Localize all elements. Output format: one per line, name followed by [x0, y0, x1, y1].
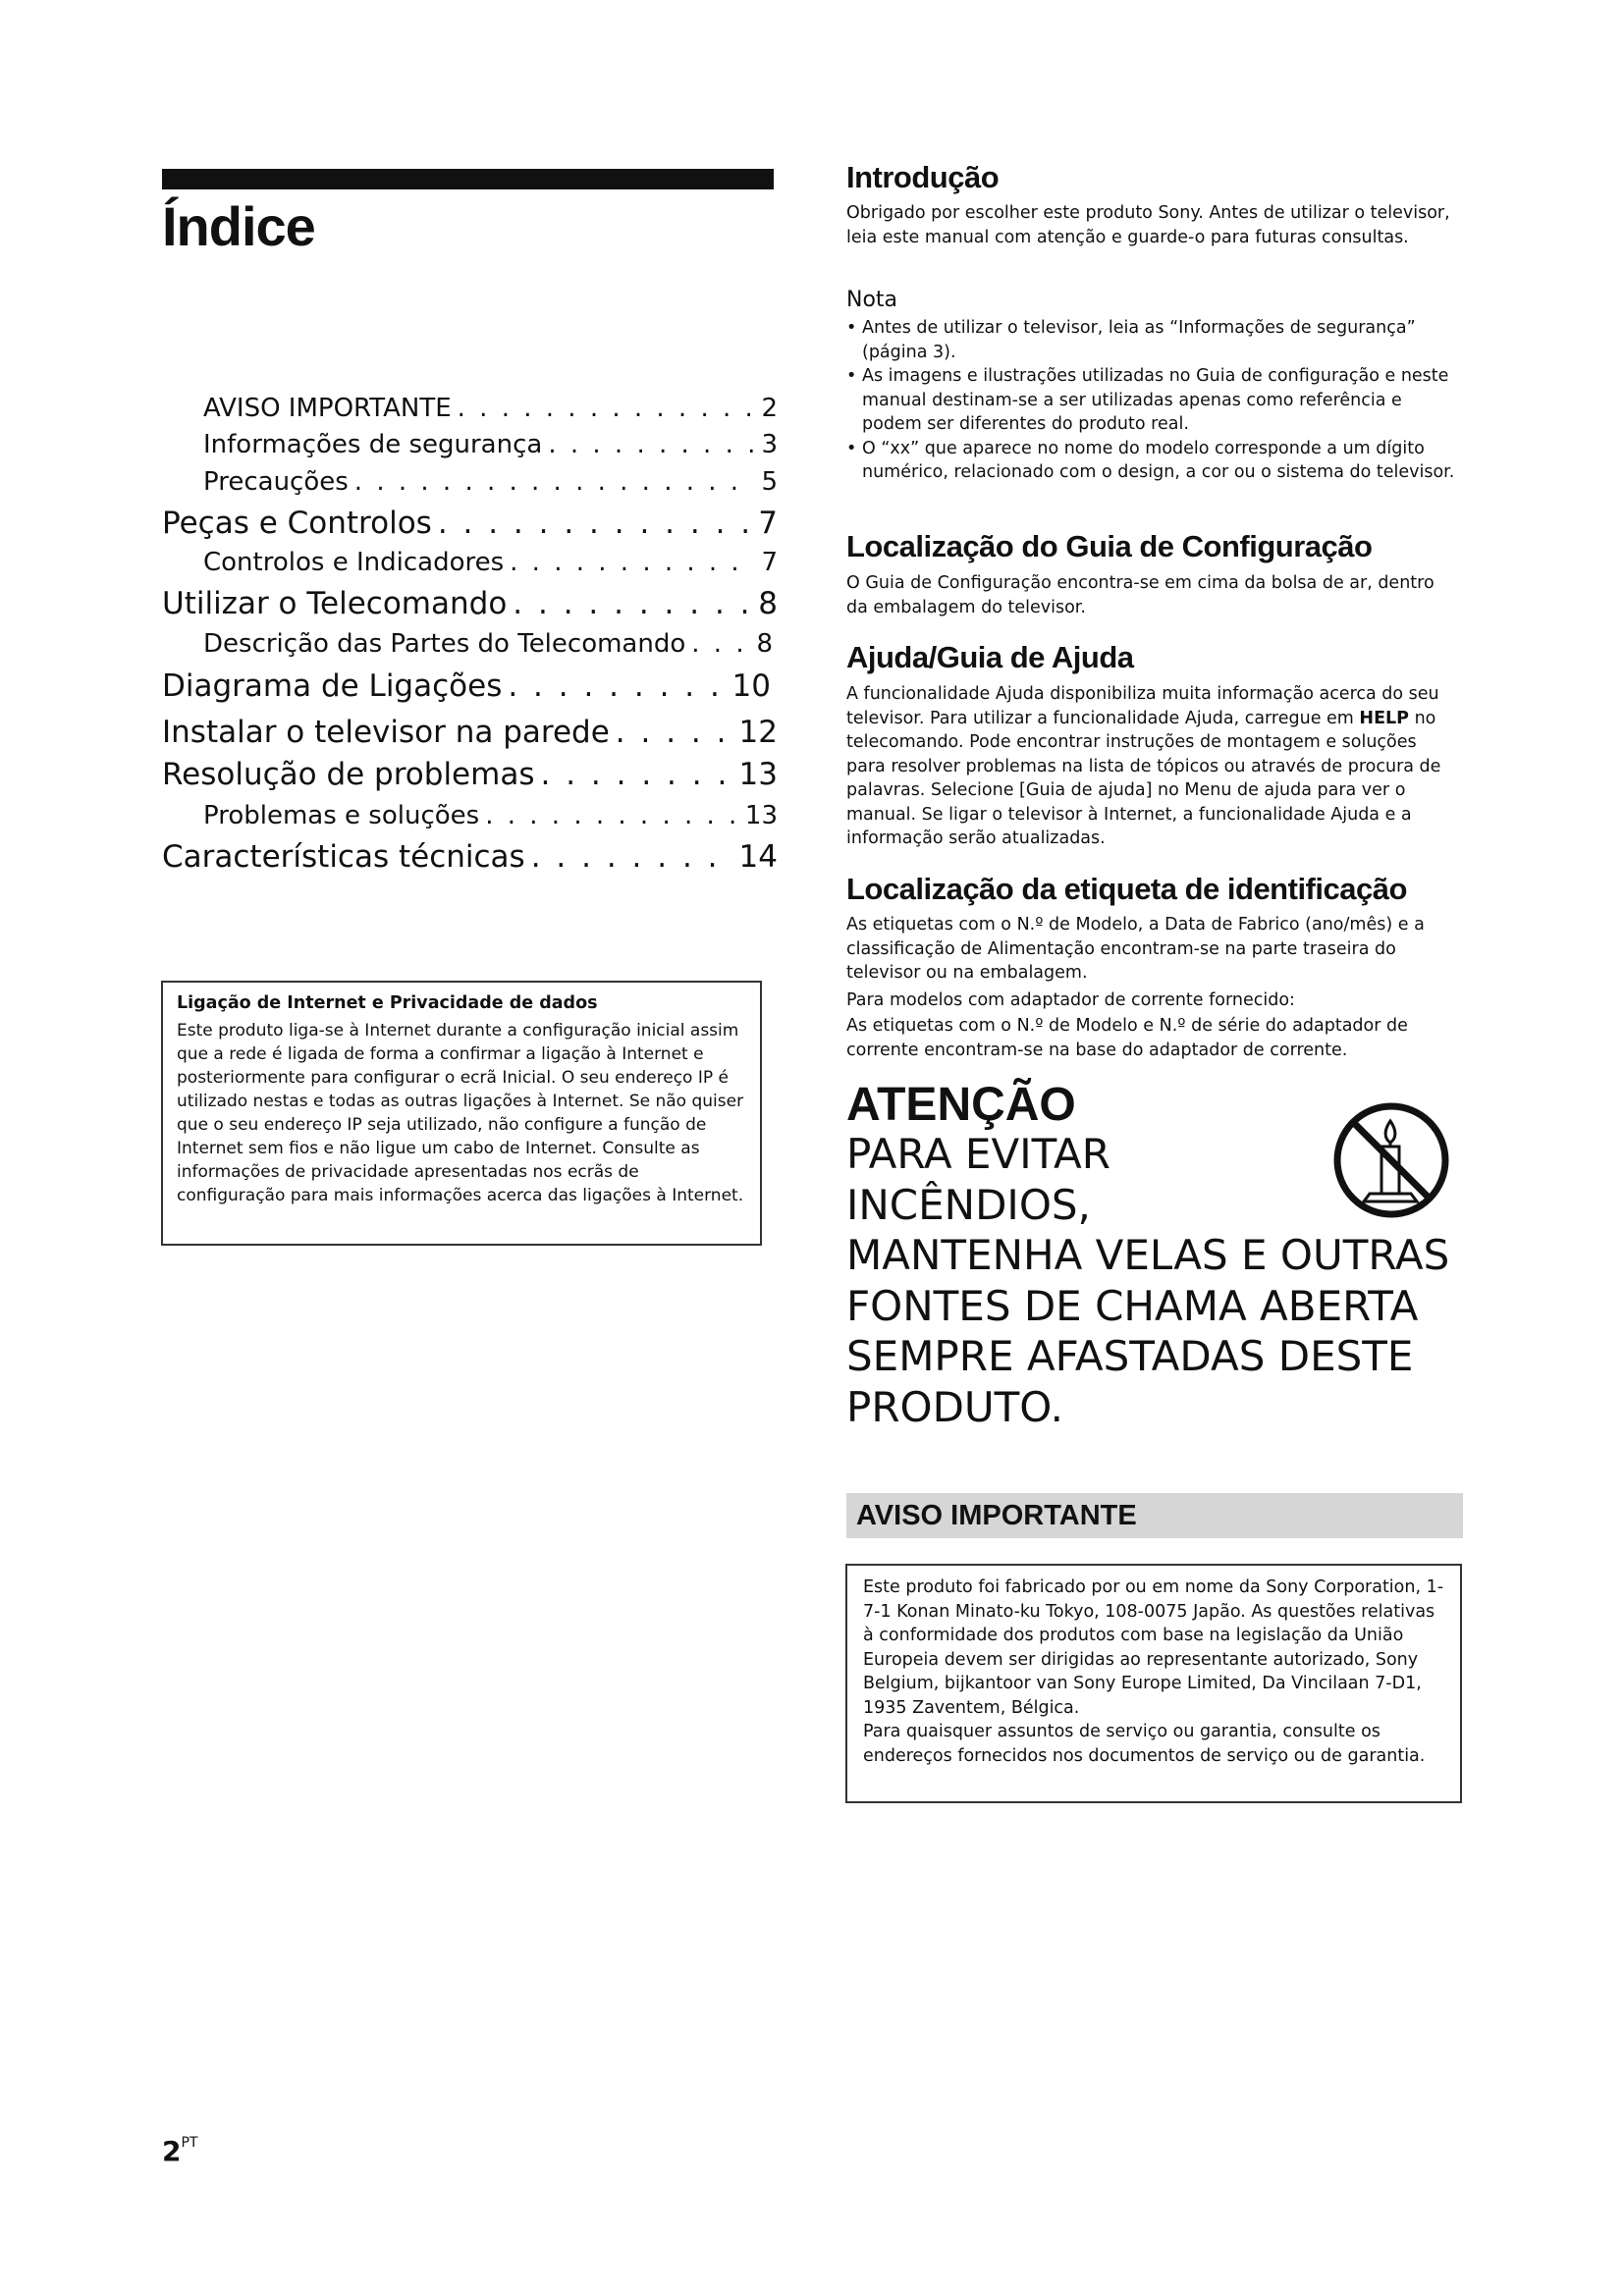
toc-page: 5 [761, 467, 778, 497]
toc-entry-informacoes-seguranca[interactable] [162, 430, 778, 459]
toc-label: Diagrama de Ligações [162, 668, 503, 704]
toc-label: Utilizar o Telecomando [162, 586, 508, 621]
toc-entry-precaucoes[interactable] [162, 467, 778, 497]
toc-page: 8 [756, 629, 773, 659]
label-location-heading: Localização da etiqueta de identificação [846, 872, 1407, 906]
toc-leader [540, 757, 732, 792]
toc-label: Instalar o televisor na parede [162, 715, 610, 750]
aviso-importante-header: AVISO IMPORTANTE [846, 1493, 1463, 1538]
toc-entry-problemas-solucoes[interactable] [162, 801, 778, 830]
toc-label: Características técnicas [162, 839, 525, 875]
aviso-text: Este produto foi fabricado por ou em nome da Sony Corporation, 1-7-1 Konan Minato-ku Tokyo, 108-0075 Japão. As questões relativas à conformidade dos produtos com base na legislação da União Europeia devem ser dirigidas ao representante autorizado, Sony Belgium, bijkantoor van Sony Europe Limited, Da Vincilaan 7-D1, 1935 Zaventem, Bélgica. [863, 1577, 1444, 1718]
page-title: Índice [162, 195, 315, 257]
setup-guide-heading: Localização do Guia de Configuração [846, 529, 1373, 563]
toc-page: 13 [738, 757, 778, 792]
privacy-notice-box [161, 981, 762, 1246]
setup-guide-text: O Guia de Configuração encontra-se em cima da bolsa de ar, dentro da embalagem do televisor. [846, 573, 1435, 617]
toc-leader [513, 586, 752, 621]
toc-leader [438, 506, 752, 541]
help-text [846, 682, 1460, 851]
toc-leader [616, 715, 733, 750]
toc-entry-aviso-importante[interactable] [162, 394, 778, 423]
toc-label: AVISO IMPORTANTE [203, 394, 452, 423]
privacy-notice-title: Ligação de Internet e Privacidade de dados [177, 993, 598, 1013]
toc-leader [508, 668, 726, 704]
toc-page: 12 [738, 715, 778, 750]
toc-page: 14 [738, 839, 778, 875]
page-language: PT [181, 2135, 198, 2151]
label-location-text: As etiquetas com o N.º de Modelo, a Data de Fabrico (ano/mês) e a classificação de Alimentação encontram-se na parte traseira do televisor ou na embalagem. [846, 915, 1425, 983]
toc-leader [531, 839, 733, 875]
toc-leader [485, 801, 739, 830]
no-open-flame-icon [1330, 1099, 1452, 1221]
intro-heading: Introdução [846, 160, 1000, 194]
toc-page: 10 [731, 668, 771, 704]
toc-page: 7 [758, 506, 778, 541]
toc-entry-utilizar-telecomando[interactable] [162, 586, 778, 621]
toc-entry-descricao-partes[interactable] [162, 629, 773, 659]
toc-label: Problemas e soluções [203, 801, 480, 830]
toc-entry-instalar-parede[interactable] [162, 715, 778, 750]
privacy-notice-text: Este produto liga-se à Internet durante a configuração inicial assim que a rede é ligada de forma a confirmar a ligação à Internet e posteriormente para configurar o ecrã Inicial. O seu endereço IP é utilizado nestas e todas as outras ligações à Internet. Se não quiser que o seu endereço IP seja utilizado, não configure a função de Internet sem fios e não ligue um cabo de Internet. Consulte as informações de privacidade apresentadas nos ecrãs de configuração para mais informações acerca das ligações à Internet. [177, 1021, 744, 1205]
help-key: HELP [1359, 708, 1409, 728]
page-number [162, 2135, 197, 2167]
toc-leader [458, 394, 756, 423]
label-location-adapter-text: As etiquetas com o N.º de Modelo e N.º de série do adaptador de corrente encontram-se na base do adaptador de corrente. [846, 1016, 1408, 1060]
toc-entry-resolucao-problemas[interactable] [162, 757, 778, 792]
help-text-part: A funcionalidade Ajuda disponibiliza muita informação acerca do seu televisor. Para utilizar a funcionalidade Ajuda, carregue em [846, 684, 1439, 728]
toc-page: 3 [761, 430, 778, 459]
toc-label: Descrição das Partes do Telecomando [203, 629, 686, 659]
toc-label: Precauções [203, 467, 349, 497]
help-heading: Ajuda/Guia de Ajuda [846, 640, 1134, 674]
toc-page: 13 [744, 801, 778, 830]
warning-heading: ATENÇÃO [846, 1079, 1076, 1131]
toc-label: Peças e Controlos [162, 506, 432, 541]
note-list [846, 316, 1460, 485]
toc-page: 8 [758, 586, 778, 621]
note-item: • As imagens e ilustrações utilizadas no Guia de configuração e neste manual destinam-se a ser utilizadas apenas como referência e podem ser diferentes do produto real. [846, 364, 1460, 437]
toc-entry-pecas-controlos[interactable] [162, 506, 778, 541]
index-header-bar [162, 169, 774, 189]
help-text-part: no telecomando. Pode encontrar instruções de montagem e soluções para resolver problemas na lista de tópicos ou através de procura de palavras. Selecione [Guia de ajuda] no Menu de ajuda para ver o manual. Se ligar o televisor à Internet, a funcionalidade Ajuda e a informação serão atualizadas. [846, 708, 1441, 848]
toc-label: Informações de segurança [203, 430, 543, 459]
toc-leader [510, 548, 755, 577]
warning-text: PARA EVITAR INCÊNDIOS, MANTENHA VELAS E OUTRAS FONTES DE CHAMA ABERTA SEMPRE AFASTADAS DESTE PRODUTO. [846, 1130, 1450, 1431]
toc-label: Controlos e Indicadores [203, 548, 505, 577]
toc-leader [691, 629, 750, 659]
aviso-importante-box [845, 1564, 1462, 1803]
note-heading: Nota [846, 288, 898, 312]
page-number-value: 2 [162, 2135, 182, 2167]
toc-page: 7 [761, 548, 778, 577]
toc-entry-diagrama-ligacoes[interactable] [162, 668, 771, 704]
note-item: • Antes de utilizar o televisor, leia as “Informações de segurança” (página 3). [846, 316, 1460, 364]
toc-label: Resolução de problemas [162, 757, 535, 792]
note-item: • O “xx” que aparece no nome do modelo corresponde a um dígito numérico, relacionado com o design, a cor ou o sistema do televisor. [846, 437, 1460, 485]
intro-text: Obrigado por escolher este produto Sony. Antes de utilizar o televisor, leia este manual com atenção e guarde-o para futuras consultas. [846, 203, 1450, 247]
toc-leader [354, 467, 756, 497]
toc-entry-controlos-indicadores[interactable] [162, 548, 778, 577]
toc-page: 2 [761, 394, 778, 423]
toc-leader [548, 430, 755, 459]
aviso-service-text: Para quaisquer assuntos de serviço ou garantia, consulte os endereços fornecidos nos documentos de serviço ou de garantia. [863, 1722, 1426, 1766]
toc-entry-caracteristicas-tecnicas[interactable] [162, 839, 778, 875]
label-location-adapter-intro: Para modelos com adaptador de corrente fornecido: [846, 990, 1295, 1010]
